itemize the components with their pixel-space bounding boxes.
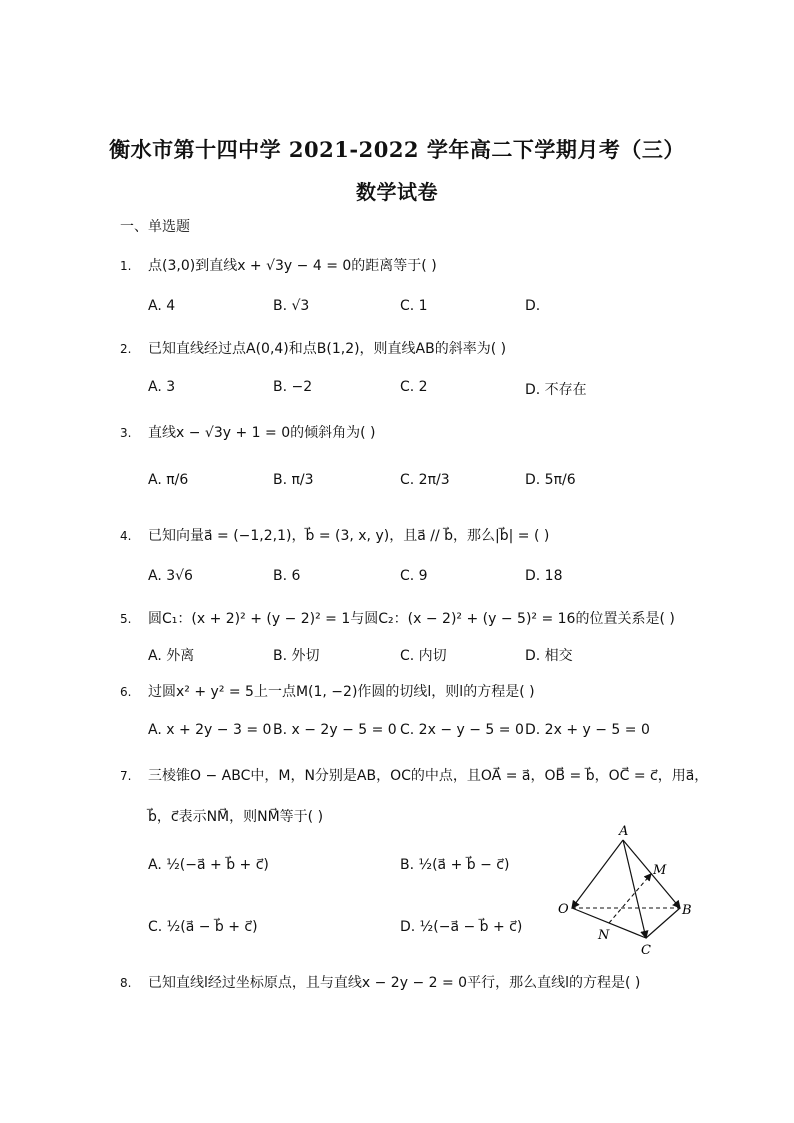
label-M: M	[653, 863, 667, 878]
question-8	[120, 972, 640, 992]
question-number: 7.	[120, 769, 132, 783]
option-c: C. 2	[400, 379, 428, 395]
option-b: B. 外切	[273, 648, 320, 664]
question-text: 圆C₁：(x + 2)² + (y − 2)² = 1与圆C₂：(x − 2)² + (y − 5)² = 16的位置关系是( )	[148, 611, 675, 627]
question-3	[120, 422, 375, 442]
option-c: C. ½(a⃗ − b⃗ + c⃗)	[148, 919, 258, 935]
question-4	[120, 525, 549, 545]
option-a: A. 3	[148, 379, 176, 395]
option-d: D. 2x + y − 5 = 0	[525, 722, 650, 738]
question-1	[120, 255, 437, 275]
edge-AC	[623, 840, 646, 938]
edge-AO	[572, 840, 623, 908]
question-number: 5.	[120, 612, 132, 626]
option-b: B. 6	[273, 568, 301, 584]
question-5	[120, 608, 675, 628]
segment-NM	[609, 874, 651, 923]
option-c: C. 内切	[400, 648, 447, 664]
option-c: C. 1	[400, 298, 428, 314]
label-O: O	[558, 902, 569, 917]
label-C: C	[641, 943, 651, 958]
exam-title: 衡水市第十四中学 2021-2022 学年高二下学期月考（三）	[109, 137, 685, 162]
option-d: D. 5π/6	[525, 472, 576, 488]
question-number: 3.	[120, 426, 132, 440]
question-text: 已知直线l经过坐标原点，且与直线x − 2y − 2 = 0平行，那么直线l的方程是( )	[148, 975, 641, 991]
option-d: D. 相交	[525, 648, 573, 664]
option-b: B. −2	[273, 379, 313, 395]
question-7	[120, 765, 708, 785]
question-6	[120, 681, 535, 701]
option-a: A. 外离	[148, 648, 195, 664]
option-b: B. √3	[273, 298, 310, 314]
question-text: 点(3,0)到直线x + √3y − 4 = 0的距离等于( )	[148, 258, 437, 274]
question-text: 已知向量a⃗ = (−1,2,1)，b⃗ = (3, x, y)，且a⃗ // b⃗，那么|b⃗| = ( )	[148, 528, 550, 544]
label-A: A	[619, 824, 629, 839]
option-a: A. π/6	[148, 472, 189, 488]
option-a: A. x + 2y − 3 = 0	[148, 722, 272, 738]
question-number: 6.	[120, 685, 132, 699]
question-text: 已知直线经过点A(0,4)和点B(1,2)，则直线AB的斜率为( )	[148, 341, 507, 357]
option-d: D. 18	[525, 568, 563, 584]
option-c: C. 2π/3	[400, 472, 450, 488]
tetrahedron-figure	[550, 822, 700, 962]
option-a: A. ½(−a⃗ + b⃗ + c⃗)	[148, 857, 269, 873]
question-text: 直线x − √3y + 1 = 0的倾斜角为( )	[148, 425, 376, 441]
edge-CB	[646, 908, 680, 938]
question-2	[120, 338, 506, 358]
question-number: 8.	[120, 976, 132, 990]
option-b: B. x − 2y − 5 = 0	[273, 722, 397, 738]
question-number: 1.	[120, 259, 132, 273]
option-a: A. 3√6	[148, 568, 193, 584]
section-heading: 一、单选题	[120, 219, 190, 235]
label-B: B	[682, 903, 692, 918]
question-7-continued: b⃗，c⃗表示NM⃗，则NM⃗等于( )	[148, 809, 324, 825]
question-number: 4.	[120, 529, 132, 543]
option-d: D. 不存在	[525, 382, 587, 398]
option-c: C. 9	[400, 568, 428, 584]
option-d: D. ½(−a⃗ − b⃗ + c⃗)	[400, 919, 523, 935]
option-b: B. ½(a⃗ + b⃗ − c⃗)	[400, 857, 510, 873]
label-N: N	[598, 928, 610, 943]
option-c: C. 2x − y − 5 = 0	[400, 722, 524, 738]
question-text: 三棱锥O − ABC中，M，N分别是AB，OC的中点，且OA⃗ = a⃗，OB⃗ = b⃗，OC⃗ = c⃗，用a⃗，	[148, 768, 709, 784]
option-a: A. 4	[148, 298, 176, 314]
question-number: 2.	[120, 342, 132, 356]
question-text: 过圆x² + y² = 5上一点M(1, −2)作圆的切线l，则l的方程是( )	[148, 684, 535, 700]
option-b: B. π/3	[273, 472, 314, 488]
exam-subtitle: 数学试卷	[356, 180, 438, 204]
option-d: D.	[525, 298, 541, 314]
